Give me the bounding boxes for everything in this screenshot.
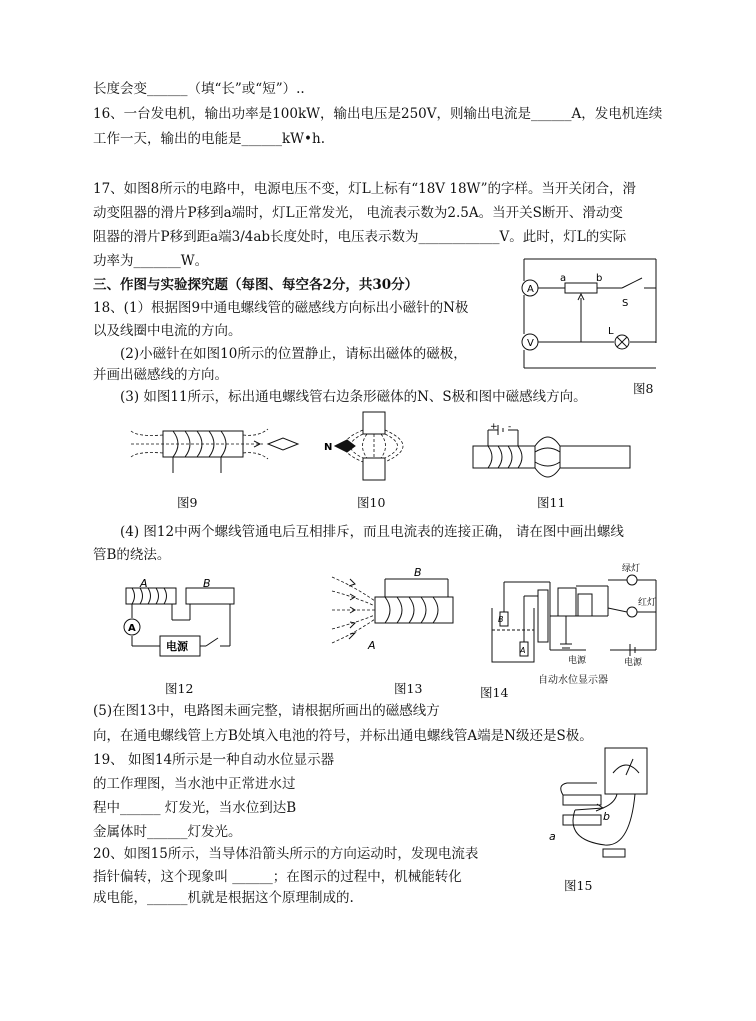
section-heading: 三、作图与实验探究题（每图、每空各2分，共30分） [93, 277, 419, 293]
power-source-label: 电源 [568, 656, 587, 666]
needle-north-label: N [324, 442, 333, 453]
question-19: 19、 如图14所示是一种自动水位显示器 [93, 752, 335, 768]
solenoid-b-label: B [203, 577, 211, 590]
figure-caption: 自动水位显示器 [538, 675, 608, 686]
text-line: 程中______ 灯发光，当水位到达B [93, 800, 297, 816]
metal-a-label: A [520, 646, 526, 655]
question-20: 20、如图15所示，当导体沿箭头所示的方向运动时，发现电流表 [93, 846, 479, 862]
metal-b-label: B [498, 615, 504, 624]
voltmeter-label: V [527, 338, 534, 349]
ammeter-label: A [128, 623, 136, 634]
text-line: 并画出磁感线的方向。 [93, 367, 228, 383]
text-line: 以及线圈中电流的方向。 [93, 323, 242, 339]
figure-caption: 图14 [480, 685, 509, 700]
figure-caption: 图15 [564, 878, 593, 893]
text-line: 向，在通电螺线管上方B处填入电池的符号，并标出通电螺线管A端是N级还是S极。 [93, 728, 593, 744]
rheostat-end-a: a [560, 273, 567, 284]
figure-9-solenoid [128, 415, 313, 485]
figure-8-circuit [510, 256, 660, 371]
text-line: 的工作理图，当水池中正常进水过 [93, 776, 296, 792]
text-line: 动变阻器的滑片P移到a端时，灯L正常发光， 电流表示数为2.5A。当开关S断开、滑动变 [93, 205, 623, 221]
figure-11-solenoid-magnet [470, 422, 635, 487]
ammeter-label: A [527, 284, 534, 295]
figure-14-water-level [490, 560, 665, 668]
battery-plus: + [490, 422, 498, 432]
rheostat-end-b: b [596, 273, 603, 284]
text-line: 指针偏转，这个现象叫 ______；在图示的过程中，机械能转化 [93, 869, 462, 885]
power-source-label: 电源 [166, 640, 188, 653]
text-line: (5)在图13中，电路图未画完整，请根据所画出的磁感线方 [93, 703, 440, 719]
red-lamp-label: 红灯 [638, 598, 657, 608]
figure-caption: 图11 [537, 495, 566, 510]
text-line: (3) 如图11所示，标出通电螺线管右边条形磁体的N、S极和图中磁感线方向。 [120, 389, 587, 405]
question-17: 17、如图8所示的电路中，电源电压不变，灯L上标有“18V 18W”的字样。当开关闭合，滑 [93, 181, 637, 197]
lamp-label: L [608, 326, 614, 337]
question-16: 16、一台发电机，输出功率是100kW，输出电压是250V，则输出电流是______A，发电机连续 [93, 106, 663, 122]
text-line: 管B的绕法。 [93, 547, 171, 563]
conductor-end-b: b [603, 810, 610, 823]
text-line: 功率为_______W。 [93, 253, 209, 269]
conductor-end-a: a [549, 830, 556, 843]
text-line: 成电能，______机就是根据这个原理制成的. [93, 890, 354, 906]
figure-caption: 图13 [394, 681, 423, 696]
text-line: 工作一天，输出的电能是______kW•h. [93, 131, 326, 147]
question-18: 18、(1）根据图9中通电螺线管的磁感线方向标出小磁针的N极 [93, 300, 469, 316]
figure-12-circuit [118, 577, 238, 660]
figure-13-solenoid [330, 565, 460, 660]
figure-caption: 图8 [633, 381, 654, 396]
figure-caption: 图9 [177, 495, 198, 510]
end-a-label: A [368, 639, 376, 652]
text-line: 金属体时______灯发光。 [93, 824, 242, 840]
figure-caption: 图10 [357, 495, 386, 510]
text-line: (4) 图12中两个螺线管通电后互相排斥，而且电流表的连接正确， 请在图中画出螺线 [120, 524, 624, 540]
switch-label: S [622, 298, 629, 309]
figure-10-magnet [323, 410, 423, 490]
green-lamp-label: 绿灯 [622, 564, 641, 574]
figure-15-induction [545, 745, 655, 870]
text-line: 长度会变______（填“长”或“短”）.. [93, 81, 305, 97]
figure-caption: 图12 [165, 681, 194, 696]
battery-spot-b: B [414, 566, 422, 579]
solenoid-a-label: A [140, 577, 148, 590]
power-source-label: 电源 [624, 658, 643, 668]
text-line: 阻器的滑片P移到距a端3/4ab长度处时，电压表示数为____________V。此时，灯L的实际 [93, 229, 627, 245]
text-line: (2)小磁针在如图10所示的位置静止，请标出磁体的磁极， [120, 346, 467, 362]
battery-minus: - [508, 422, 512, 432]
